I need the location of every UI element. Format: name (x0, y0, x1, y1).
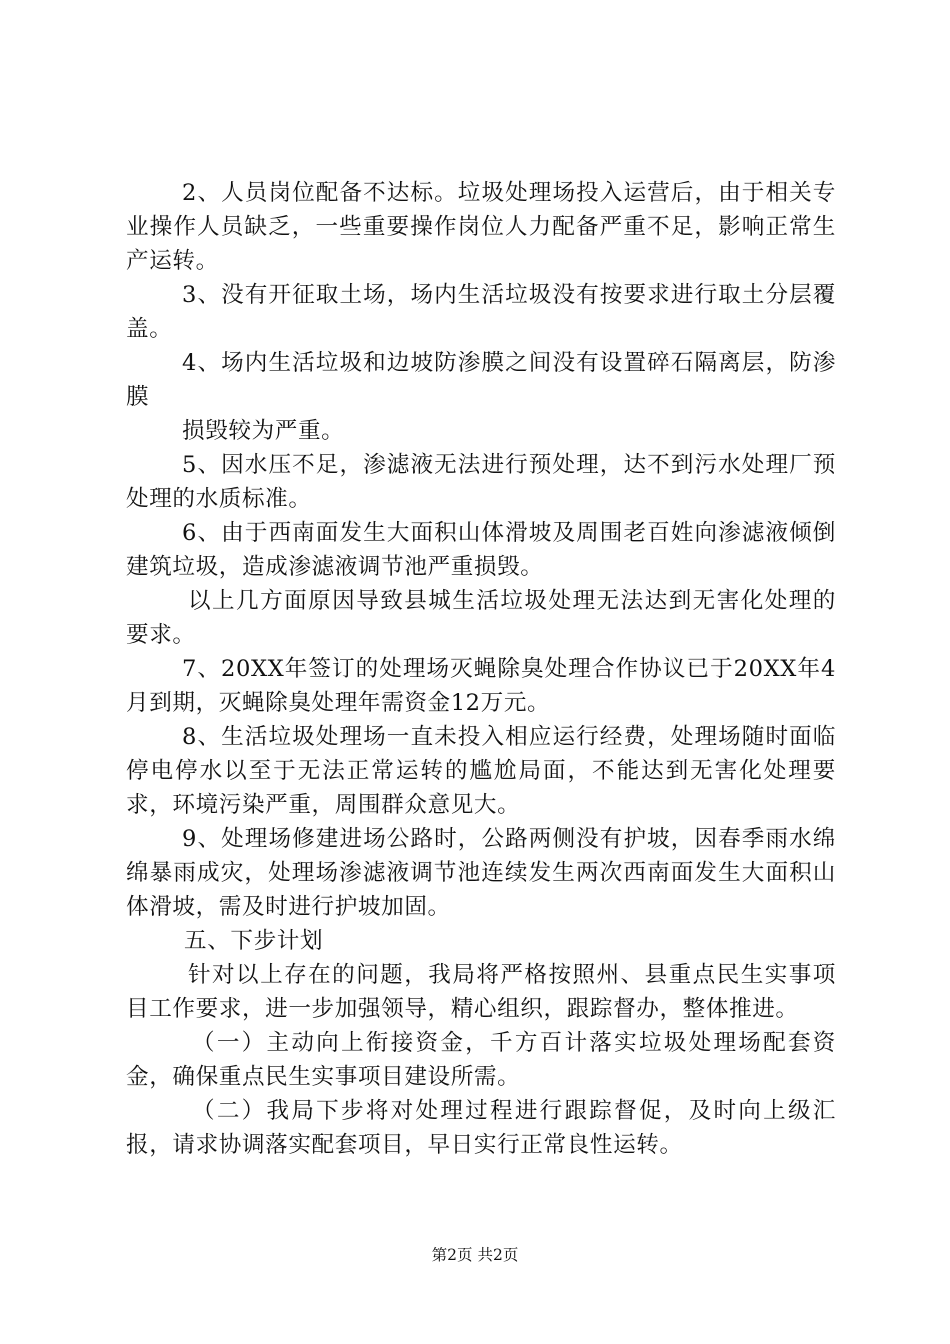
paragraph-staffing: 2、人员岗位配备不达标。垃圾处理场投入运营后，由于相关专业操作人员缺乏，一些重要操作岗位人力配备严重不足，影响正常生产运转。 (126, 180, 836, 274)
paragraph-membrane-damage: 损毁较为严重。 (182, 418, 345, 444)
paragraph-landslide: 6、由于西南面发生大面积山体滑坡及周围老百姓向渗滤液倾倒建筑垃圾，造成渗滤液调节池严重损毁。 (126, 520, 836, 580)
paragraph-road-slope: 9、处理场修建进场公路时，公路两侧没有护坡，因春季雨水绵绵暴雨成灾，处理场渗滤液调节池连续发生两次西南面发生大面积山体滑坡，需及时进行护坡加固。 (126, 826, 836, 920)
page-footer: 第2页 共2页 (431, 1246, 519, 1264)
paragraph-water-pressure: 5、因水压不足，渗滤液无法进行预处理，达不到污水处理厂预处理的水质标准。 (126, 452, 836, 512)
paragraph-plan-item-1: （一）主动向上衔接资金，千方百计落实垃圾处理场配套资金，确保重点民生实事项目建设所需。 (126, 1030, 836, 1090)
paragraph-fly-control: 7、20XX年签订的处理场灭蝇除臭处理合作协议已于20XX年4月到期，灭蝇除臭处理年需资金12万元。 (126, 656, 836, 716)
paragraph-soil-site: 3、没有开征取土场，场内生活垃圾没有按要求进行取土分层覆盖。 (126, 282, 836, 342)
paragraph-plan-intro: 针对以上存在的问题，我局将严格按照州、县重点民生实事项目工作要求，进一步加强领导，精心组织，跟踪督办，整体推进。 (126, 962, 836, 1022)
paragraph-summary: 以上几方面原因导致县城生活垃圾处理无法达到无害化处理的要求。 (126, 588, 836, 648)
section-heading-next-steps: 五、下步计划 (184, 928, 324, 954)
paragraph-isolation-layer: 4、场内生活垃圾和边坡防渗膜之间没有设置碎石隔离层，防渗膜 (126, 350, 836, 410)
paragraph-plan-item-2: （二）我局下步将对处理过程进行跟踪督促，及时向上级汇报，请求协调落实配套项目，早日实行正常良性运转。 (126, 1098, 836, 1158)
document-body (126, 176, 836, 1162)
paragraph-funding: 8、生活垃圾处理场一直未投入相应运行经费，处理场随时面临停电停水以至于无法正常运转的尴尬局面，不能达到无害化处理要求，环境污染严重，周围群众意见大。 (126, 724, 836, 818)
